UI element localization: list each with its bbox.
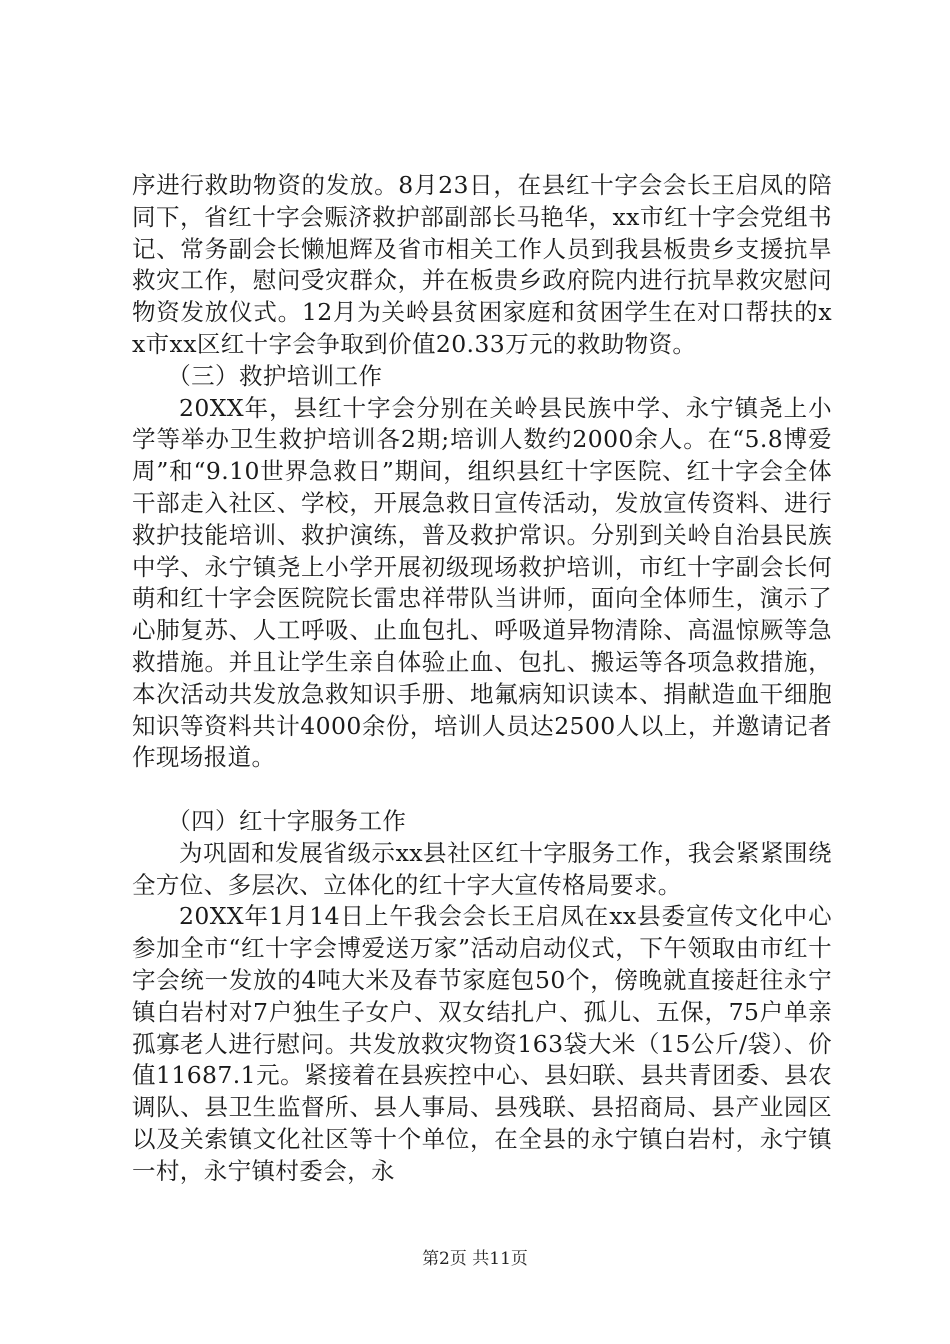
- page-number-label: 第2页 共11页: [422, 1249, 528, 1269]
- section-heading-rescue-training: （三）救护培训工作: [167, 361, 383, 390]
- paragraph-spacer: [132, 774, 832, 806]
- paragraph-service-intro: 为巩固和发展省级示xx县社区红十字服务工作，我会紧紧围绕全方位、多层次、立体化的红十字大宣传格局要求。: [132, 838, 832, 899]
- document-body: [132, 170, 832, 1188]
- section-heading-red-cross-service: （四）红十字服务工作: [167, 806, 407, 835]
- paragraph-relief-distribution: 序进行救助物资的发放。8月23日，在县红十字会会长王启凤的陪同下，省红十字会赈济救护部副部长马艳华，xx市红十字会党组书记、常务副会长懒旭辉及省市相关工作人员到我县板贵乡支援抗旱救灾工作，慰问受灾群众，并在板贵乡政府院内进行抗旱救灾慰问物资发放仪式。12月为关岭县贫困家庭和贫困学生在对口帮扶的xx市xx区红十字会争取到价值20.33万元的救助物资。: [132, 171, 832, 358]
- paragraph-rescue-training: 20XX年，县红十字会分别在关岭县民族中学、永宁镇尧上小学等举办卫生救护培训各2期;培训人数约2000余人。在“5.8博爱周”和“9.10世界急救日”期间，组织县红十字医院、红十字会全体干部走入社区、学校，开展急救日宣传活动，发放宣传资料、进行救护技能培训、救护演练，普及救护常识。分别到关岭自治县民族中学、永宁镇尧上小学开展初级现场救护培训，市红十字副会长何萌和红十字会医院院长雷忠祥带队当讲师，面向全体师生，演示了心肺复苏、人工呼吸、止血包扎、呼吸道异物清除、高温惊厥等急救措施。并且让学生亲自体验止血、包扎、搬运等各项急救措施，本次活动共发放急救知识手册、地氟病知识读本、捐献造血干细胞知识等资料共计4000余份，培训人员达2500人以上，并邀请记者作现场报道。: [132, 393, 832, 772]
- page-footer: [0, 1244, 950, 1269]
- paragraph-service-activities: 20XX年1月14日上午我会会长王启凤在xx县委宣传文化中心参加全市“红十字会博爱送万家”活动启动仪式，下午领取由市红十字会统一发放的4吨大米及春节家庭包50个，傍晚就直接赶往永宁镇白岩村对7户独生子女户、双女结扎户、孤儿、五保，75户单亲孤寡老人进行慰问。共发放救灾物资163袋大米（15公斤/袋）、价值11687.1元。紧接着在县疾控中心、县妇联、县共青团委、县农调队、县卫生监督所、县人事局、县残联、县招商局、县产业园区以及关索镇文化社区等十个单位，在全县的永宁镇白岩村，永宁镇一村，永宁镇村委会，永: [132, 902, 832, 1185]
